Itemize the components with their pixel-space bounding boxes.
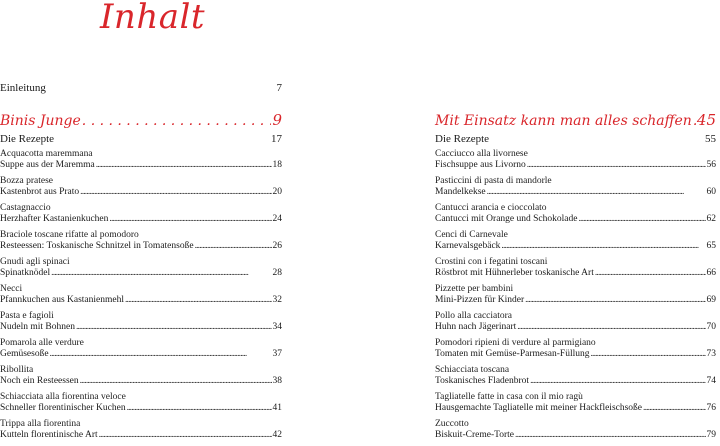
toc-entry-german-title: Hausgemachte Tagliatelle mit meiner Hackfleischsoße <box>435 402 643 413</box>
toc-entry-italian-title: Bozza pratese <box>0 176 54 186</box>
toc-entry-page: 32 <box>272 294 282 305</box>
toc-entry-german-title: Fischsuppe aus Livorno <box>435 159 526 170</box>
toc-chapter-label: Mit Einsatz kann man alles schaffen <box>435 113 692 129</box>
toc-section-label: Die Rezepte <box>435 133 490 145</box>
toc-entry-italian-title: Acquacotta maremmana <box>0 149 93 159</box>
toc-entry[interactable] <box>435 230 716 251</box>
toc-entry-german-title: Biskuit-Creme-Torte <box>435 429 515 440</box>
toc-entry[interactable] <box>0 176 282 197</box>
toc-entry-german-title: Schneller florentinischer Kuchen <box>0 402 126 413</box>
toc-section-label: Die Rezepte <box>0 133 55 145</box>
toc-entry-german-title: Tomaten mit Gemüse-Parmesan-Füllung <box>435 348 590 359</box>
toc-entry-italian-title: Cenci di Carnevale <box>435 230 508 240</box>
toc-entry-german-title: Kutteln florentinische Art <box>0 429 98 440</box>
toc-entry-german-title: Noch ein Resteessen <box>0 375 79 386</box>
toc-entry[interactable] <box>435 365 716 386</box>
toc-entries-left <box>0 149 282 440</box>
toc-entry-german-title: Mandelkekse <box>435 186 486 197</box>
toc-entry-page: 73 <box>706 348 716 359</box>
toc-entry-page: 34 <box>272 321 282 332</box>
toc-entry[interactable] <box>0 392 282 413</box>
toc-entry-page: 24 <box>272 213 282 224</box>
toc-entry-italian-title: Cantucci arancia e cioccolato <box>435 203 547 213</box>
toc-intro[interactable] <box>0 83 282 105</box>
toc-entry[interactable] <box>435 203 716 224</box>
toc-entry-german-title: Nudeln mit Bohnen <box>0 321 75 332</box>
toc-entry-italian-title: Castagnaccio <box>0 203 51 213</box>
toc-section-page: 17 <box>271 133 282 145</box>
toc-entry-italian-title: Cacciucco alla livornese <box>435 149 528 159</box>
toc-entry-italian-title: Necci <box>0 284 23 294</box>
toc-entry-italian-title: Pomarola alle verdure <box>0 338 84 348</box>
toc-entry[interactable] <box>435 392 716 413</box>
toc-entry-italian-title: Pizzette per bambini <box>435 284 514 294</box>
toc-section[interactable] <box>0 132 282 146</box>
toc-entry-page: 69 <box>706 294 716 305</box>
toc-entry-page: 62 <box>706 213 716 224</box>
toc-entry-german-title: Huhn nach Jägerinart <box>435 321 517 332</box>
toc-chapter-2[interactable] <box>435 111 716 130</box>
toc-entry-italian-title: Pollo alla cacciatora <box>435 311 513 321</box>
toc-entry[interactable] <box>0 284 282 305</box>
toc-entry-page: 37 <box>272 348 282 359</box>
toc-entry[interactable] <box>435 338 716 359</box>
toc-entry-italian-title: Zuccotto <box>435 419 469 429</box>
toc-entry-italian-title: Schiacciata toscana <box>435 365 510 375</box>
toc-entry[interactable] <box>435 311 716 332</box>
toc-entry-italian-title: Gnudi agli spinaci <box>0 257 70 267</box>
toc-entry-page: 79 <box>706 429 716 440</box>
toc-entry[interactable] <box>0 257 282 278</box>
toc-entry-italian-title: Ribollita <box>0 365 34 375</box>
toc-chapter-label: Binis Junge <box>0 113 81 129</box>
toc-entry[interactable] <box>435 419 716 440</box>
toc-entry-page: 70 <box>706 321 716 332</box>
page-title: Inhalt <box>100 0 206 37</box>
toc-entry-page: 38 <box>272 375 282 386</box>
toc-entry-page: 76 <box>706 402 716 413</box>
toc-entry[interactable] <box>435 176 716 197</box>
toc-intro-label: Einleitung <box>0 82 46 94</box>
toc-chapter-page: 9 <box>272 111 282 129</box>
toc-chapter-page: 45 <box>696 111 716 129</box>
toc-entry[interactable] <box>0 230 282 251</box>
toc-right-column <box>435 83 716 446</box>
toc-entry[interactable] <box>0 338 282 359</box>
toc-entry-italian-title: Trippa alla fiorentina <box>0 419 81 429</box>
toc-left-column <box>0 83 282 446</box>
toc-entry-page: 66 <box>706 267 716 278</box>
toc-section-page: 55 <box>705 133 716 145</box>
toc-entry[interactable] <box>0 203 282 224</box>
toc-entry-italian-title: Tagliatelle fatte in casa con il mio ragù <box>435 392 583 402</box>
toc-entry[interactable] <box>0 419 282 440</box>
toc-entry-german-title: Kastenbrot aus Prato <box>0 186 80 197</box>
toc-entry[interactable] <box>435 149 716 170</box>
toc-section[interactable] <box>435 132 716 146</box>
toc-entry-italian-title: Braciole toscane rifatte al pomodoro <box>0 230 139 240</box>
toc-entry-german-title: Herzhafter Kastanienkuchen <box>0 213 109 224</box>
toc-entries-right <box>435 149 716 440</box>
toc-entry-italian-title: Pasta e fagioli <box>0 311 54 321</box>
toc-entry-page: 42 <box>272 429 282 440</box>
toc-entry-german-title: Karnevalsgebäck <box>435 240 501 251</box>
toc-entry-italian-title: Crostini con i fegatini toscani <box>435 257 548 267</box>
toc-entry-page: 26 <box>272 240 282 251</box>
toc-entry-german-title: Toskanisches Fladenbrot <box>435 375 530 386</box>
toc-entry-page: 20 <box>272 186 282 197</box>
toc-entry-page: 41 <box>272 402 282 413</box>
toc-intro-page: 7 <box>276 82 282 94</box>
toc-entry-page: 18 <box>272 159 282 170</box>
toc-entry[interactable] <box>435 257 716 278</box>
toc-entry[interactable] <box>0 149 282 170</box>
toc-entry-italian-title: Pomodori ripieni di verdure al parmigiano <box>435 338 596 348</box>
toc-entry-italian-title: Pasticcini di pasta di mandorle <box>435 176 552 186</box>
toc-entry[interactable] <box>435 284 716 305</box>
toc-entry-german-title: Pfannkuchen aus Kastanienmehl <box>0 294 124 305</box>
toc-chapter-1[interactable] <box>0 111 282 130</box>
toc-entry[interactable] <box>0 311 282 332</box>
toc-entry-page: 56 <box>706 159 716 170</box>
toc-entry-german-title: Spinatknödel <box>0 267 51 278</box>
toc-entry-german-title: Cantucci mit Orange und Schokolade <box>435 213 578 224</box>
toc-entry-italian-title: Schiacciata alla fiorentina veloce <box>0 392 126 402</box>
toc-entry-page: 60 <box>706 186 716 197</box>
toc-entry-page: 65 <box>706 240 716 251</box>
toc-entry-german-title: Mini-Pizzen für Kinder <box>435 294 525 305</box>
toc-entry[interactable] <box>0 365 282 386</box>
toc-entry-page: 28 <box>272 267 282 278</box>
toc-entry-german-title: Resteessen: Toskanische Schnitzel in Tomatensoße <box>0 240 194 251</box>
toc-entry-page: 74 <box>706 375 716 386</box>
toc-entry-german-title: Gemüsesoße <box>0 348 49 359</box>
toc-entry-german-title: Suppe aus der Maremma <box>0 159 95 170</box>
toc-entry-german-title: Röstbrot mit Hühnerleber toskanische Art <box>435 267 594 278</box>
